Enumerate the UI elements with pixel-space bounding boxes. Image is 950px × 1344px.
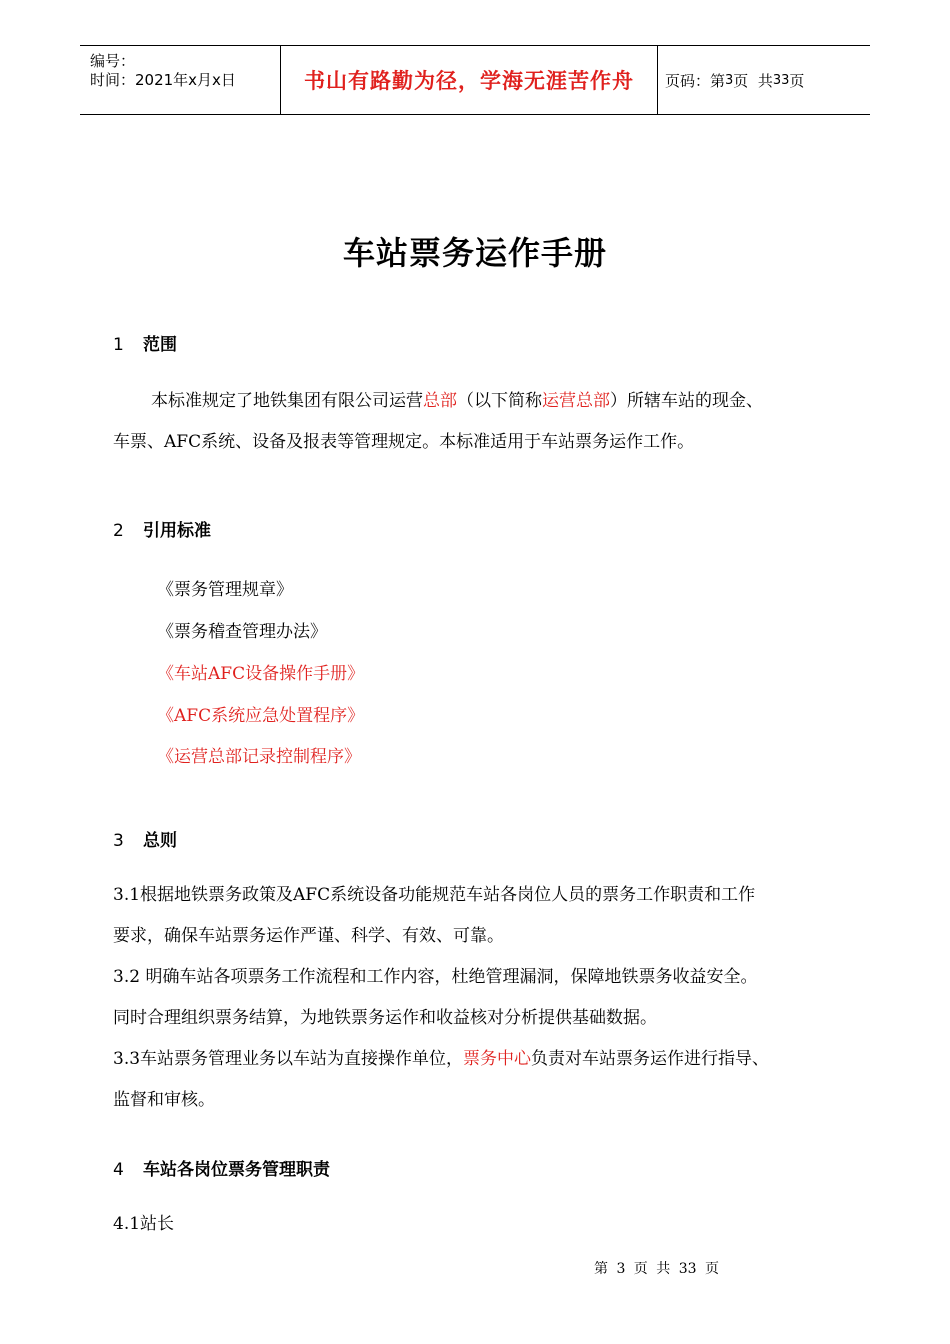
section-title: 范围 bbox=[143, 335, 177, 355]
section-number: 3 bbox=[113, 831, 124, 851]
scope-text: （以下简称 bbox=[457, 391, 542, 411]
header-meta bbox=[80, 46, 280, 114]
doc-number-label: 编号： bbox=[90, 52, 136, 70]
page-prefix: 页码：第 bbox=[665, 71, 726, 90]
header-page-info bbox=[657, 46, 870, 114]
section-heading-general bbox=[113, 826, 177, 851]
scope-highlight: 运营总部 bbox=[542, 391, 610, 411]
reference-item: 《车站AFC设备操作手册》 bbox=[157, 664, 365, 684]
scope-highlight: 总部 bbox=[423, 391, 457, 411]
general-paragraphs bbox=[113, 875, 853, 1121]
date-label: 时间：2021年x月x日 bbox=[90, 71, 236, 89]
general-3-1-line-2: 要求，确保车站票务运作严谨、科学、有效、可靠。 bbox=[113, 926, 504, 946]
section-title: 总则 bbox=[143, 831, 177, 851]
scope-line-1 bbox=[113, 381, 853, 422]
document-title: 车站票务运作手册 bbox=[342, 234, 607, 272]
page-mid: 页 共 bbox=[733, 71, 773, 90]
scope-paragraph bbox=[113, 381, 853, 463]
general-3-1-line-1: 3.1根据地铁票务政策及AFC系统设备功能规范车站各岗位人员的票务工作职责和工作 bbox=[113, 885, 756, 905]
general-3-2-line-2: 同时合理组织票务结算，为地铁票务运作和收益核对分析提供基础数据。 bbox=[113, 1008, 657, 1028]
scope-text: ）所辖车站的现金、 bbox=[610, 391, 763, 411]
reference-item: 《AFC系统应急处置程序》 bbox=[157, 706, 365, 726]
scope-line-2: 车票、AFC系统、设备及报表等管理规定。本标准适用于车站票务运作工作。 bbox=[113, 432, 695, 452]
reference-item: 《运营总部记录控制程序》 bbox=[157, 747, 361, 767]
section-heading-scope bbox=[113, 330, 177, 355]
general-text: 负责对车站票务运作进行指导、 bbox=[531, 1049, 770, 1069]
subsection-station-master: 4.1站长 bbox=[113, 1214, 175, 1234]
section-heading-duties bbox=[113, 1155, 330, 1180]
section-title: 引用标准 bbox=[143, 521, 211, 541]
section-number: 1 bbox=[113, 335, 124, 355]
page-suffix: 页 bbox=[789, 71, 805, 90]
header-motto-cell bbox=[280, 46, 658, 114]
page-total: 33 bbox=[772, 72, 790, 88]
section-number: 2 bbox=[113, 521, 124, 541]
header-motto: 书山有路勤为径，学海无涯苦作舟 bbox=[304, 68, 634, 93]
reference-item: 《票务稽查管理办法》 bbox=[157, 622, 327, 642]
page-header bbox=[80, 45, 870, 115]
general-3-2-line-1: 3.2 明确车站各项票务工作流程和工作内容，杜绝管理漏洞，保障地铁票务收益安全。 bbox=[113, 967, 758, 987]
section-heading-references bbox=[113, 516, 211, 541]
general-highlight: 票务中心 bbox=[463, 1049, 532, 1069]
section-title: 车站各岗位票务管理职责 bbox=[143, 1160, 330, 1180]
section-number: 4 bbox=[113, 1160, 124, 1180]
reference-item: 《票务管理规章》 bbox=[157, 580, 293, 600]
page-current: 3 bbox=[725, 72, 734, 88]
general-text: 3.3车站票务管理业务以车站为直接操作单位， bbox=[113, 1049, 464, 1069]
page-footer: 第 3 页 共 33 页 bbox=[594, 1261, 719, 1277]
general-3-3-line-2: 监督和审核。 bbox=[113, 1090, 215, 1110]
scope-text: 本标准规定了地铁集团有限公司运营 bbox=[151, 391, 423, 411]
general-3-3-line-1 bbox=[113, 1039, 853, 1080]
